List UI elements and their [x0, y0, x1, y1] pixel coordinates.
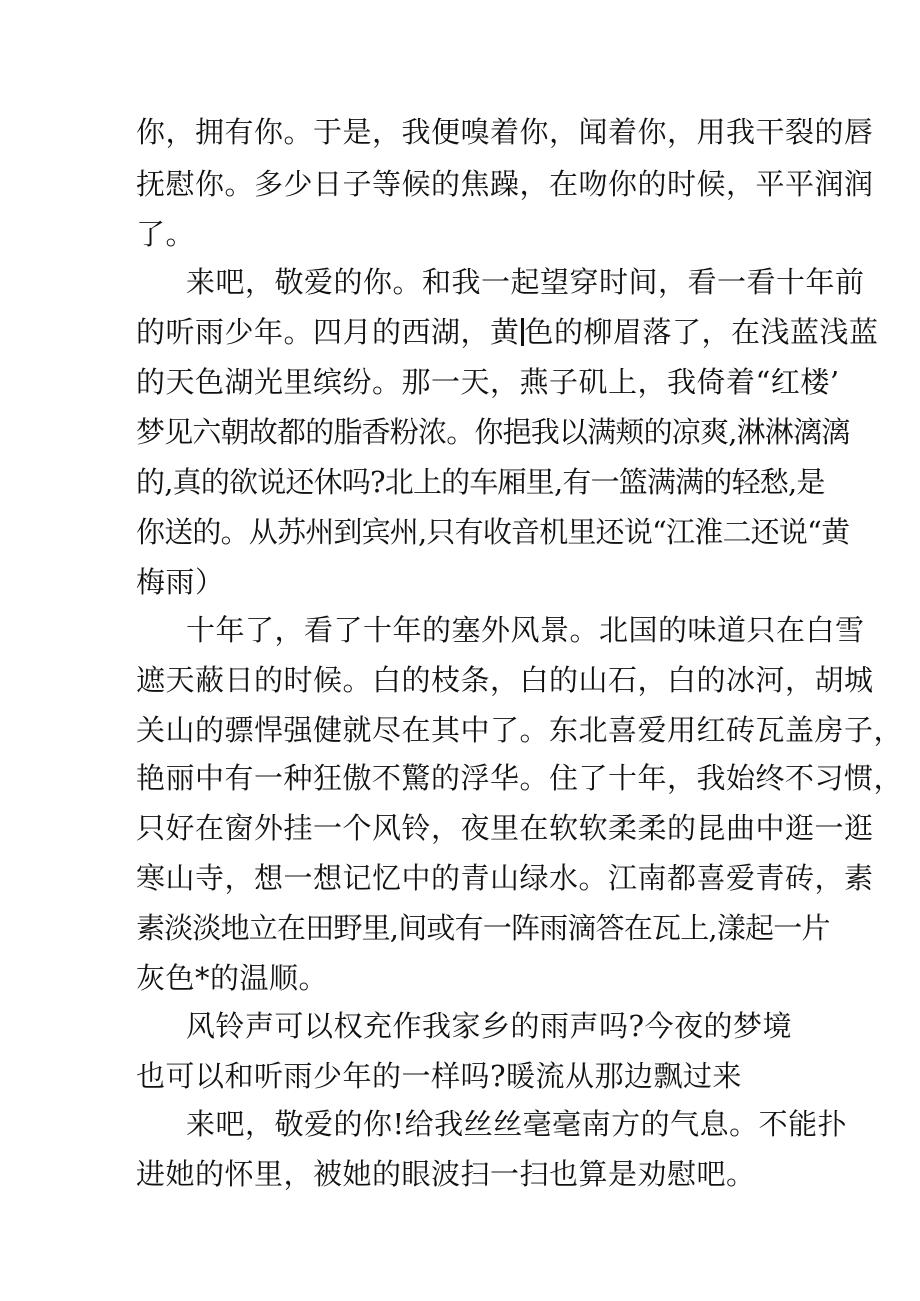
- text-line: 你，拥有你。于是，我便嗅着你，闻着你，用我干裂的唇: [136, 115, 874, 149]
- text-line: 进她的怀里，被她的眼波扫一扫也算是劝慰吧。: [136, 1157, 756, 1191]
- vertical-bar-mark: [521, 318, 524, 346]
- text-line: 梦见六朝故都的脂香粉浓。你挹我以满颊的凉爽,淋淋漓漓: [136, 415, 850, 449]
- text-line: 的天色湖光里缤纷。那一天，燕子矶上，我倚着“红楼’: [136, 365, 840, 399]
- text-line: 抚慰你。多少日子等候的焦躁，在吻你的时候，平平润润: [136, 167, 874, 201]
- text-line: 了。: [136, 217, 196, 251]
- text-line: 遮天蔽日的时候。白的枝条，白的山石，白的冰河，胡城: [136, 663, 874, 697]
- text-line: 灰色*的温顺。: [136, 961, 329, 995]
- text-line: 来吧，敬爱的你!给我丝丝毫毫南方的气息。不能扑: [186, 1107, 848, 1141]
- text-line-with-mark: [136, 312, 879, 352]
- text-line: 的,真的欲说还休吗?北上的车厢里,有一篮满满的轻愁,是: [136, 465, 825, 499]
- text-line: 你送的。从苏州到宾州,只有收音机里还说“江淮二还说“黄: [136, 515, 850, 549]
- text-segment: 色的柳眉落了，在浅蓝浅蓝: [524, 315, 879, 349]
- text-line: 风铃声可以权充作我家乡的雨声吗?今夜的梦境: [186, 1009, 793, 1043]
- text-line: 也可以和听雨少年的一样吗?暖流从那边飘过来: [136, 1059, 743, 1093]
- text-line: 梅雨）: [136, 565, 225, 599]
- text-line: 来吧，敬爱的你。和我一起望穿时间，看一看十年前: [186, 265, 865, 299]
- text-line: 寒山寺，想一想记忆中的青山绿水。江南都喜爱青砖，素: [136, 861, 874, 895]
- text-line: 艳丽中有一种狂傲不驚的浮华。住了十年，我始终不习惯，: [136, 761, 904, 795]
- text-line: 素淡淡地立在田野里,间或有一阵雨滴答在瓦上,漾起一片: [136, 911, 830, 945]
- text-line: 关山的骠悍强健就尽在其中了。东北喜爱用红砖瓦盖房子，: [136, 713, 904, 747]
- text-line: 十年了，看了十年的塞外风景。北国的味道只在白雪: [186, 613, 865, 647]
- text-line: 只好在窗外挂一个风铃，夜里在软软柔柔的昆曲中逛一逛: [136, 811, 874, 845]
- text-segment: 的听雨少年。四月的西湖，黄: [136, 315, 520, 349]
